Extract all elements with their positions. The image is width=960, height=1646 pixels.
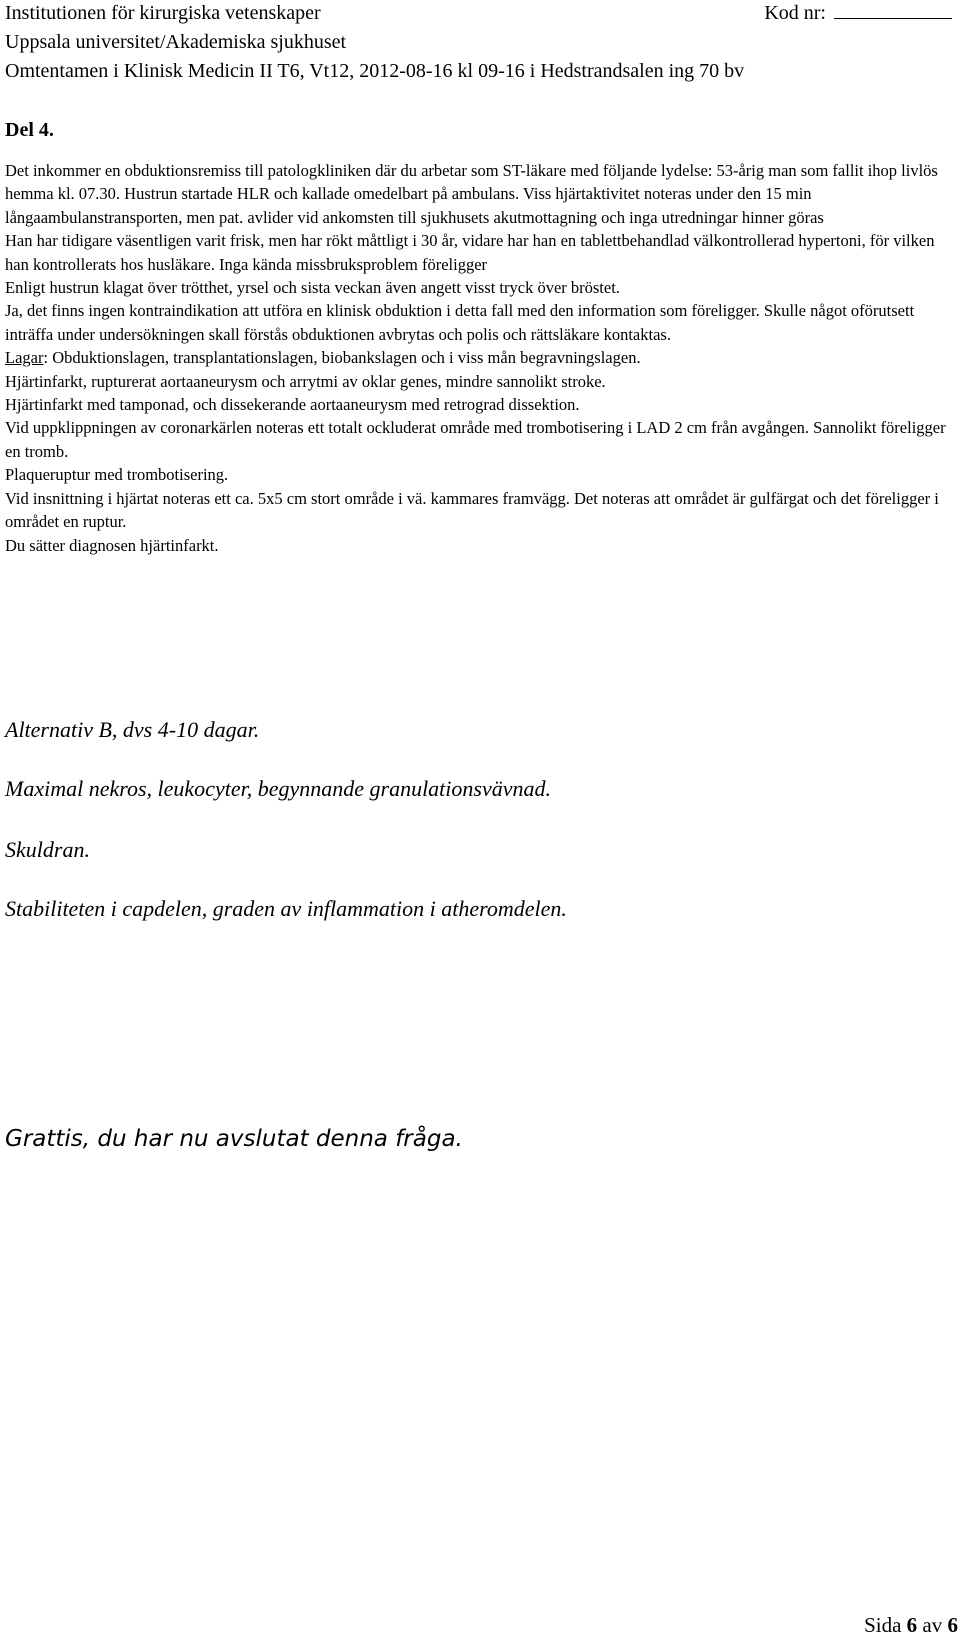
answer-1: Alternativ B, dvs 4-10 dagar.	[5, 717, 260, 742]
code-number-field	[764, 0, 952, 26]
case-paragraph-tamponade: Hjärtinfarkt med tamponad, och dissekerande aortaaneurysm med retrograd dissektion.	[5, 395, 580, 415]
page-footer	[864, 1612, 958, 1638]
case-text	[5, 159, 953, 557]
header-university: Uppsala universitet/Akademiska sjukhuset	[5, 31, 347, 53]
case-paragraph-referral: Det inkommer en obduktionsremiss till patologkliniken där du arbetar som ST-läkare med följande lydelse: 53-årig man som fallit ihop livlös hemma kl. 07.30. Hustrun startade HLR och kallade omedelbart på ambulans. Viss hjärtaktivitet noteras under den 15 min långaambulanstransporten, men pat. avlider vid ankomsten till sjukhusets akutmottagning och inga utredningar hinner göras	[5, 161, 938, 227]
page-of-label: av	[922, 1613, 943, 1637]
case-paragraph-differentials: Hjärtinfarkt, rupturerat aortaaneurysm och arrytmi av oklar genes, mindre sannolikt stroke.	[5, 371, 606, 391]
page-total: 6	[947, 1613, 958, 1637]
page-label: Sida	[864, 1613, 902, 1637]
closing-message: Grattis, du har nu avslutat denna fråga.	[5, 1126, 463, 1152]
case-paragraph-laws	[5, 346, 953, 369]
case-paragraph-symptoms: Enligt hustrun klagat över trötthet, yrsel och sista veckan även angett visst tryck över bröstet.	[5, 278, 620, 298]
case-paragraph-coronary-findings: Vid uppklippningen av coronarkärlen noteras ett totalt ockluderat område med trombotisering i LAD 2 cm från avgången. Sannolikt föreligger en tromb.	[5, 418, 946, 461]
answer-2: Maximal nekros, leukocyter, begynnande granulationsvävnad.	[5, 776, 551, 801]
answer-3: Skuldran.	[5, 837, 90, 862]
case-paragraph-history: Han har tidigare väsentligen varit frisk, men har rökt måttligt i 30 år, vidare har han en tablettbehandlad välkontrollerad hypertoni, för vilken han kontrollerats hos husläkare. Inga kända missbruksproblem föreligger	[5, 231, 935, 274]
case-paragraph-diagnosis: Du sätter diagnosen hjärtinfarkt.	[5, 535, 219, 555]
laws-label: Lagar	[5, 348, 44, 368]
case-paragraph-heart-incision: Vid insnittning i hjärtat noteras ett ca. 5x5 cm stort område i vä. kammares framvägg. Det noteras att området är gulfärgat och det föreligger i området en ruptur.	[5, 488, 939, 532]
code-number-label: Kod nr:	[764, 2, 826, 24]
case-paragraph-plaque-rupture: Plaqueruptur med trombotisering.	[5, 465, 229, 485]
laws-text: : Obduktionslagen, transplantationslagen, biobankslagen och i viss mån begravningslagen.	[43, 348, 641, 368]
page-number: 6	[906, 1613, 918, 1637]
header-institution: Institutionen för kirurgiska vetenskaper	[5, 2, 321, 24]
code-number-blank-line	[834, 0, 952, 19]
header-exam-title: Omtentamen i Klinisk Medicin II T6, Vt12, 2012-08-16 kl 09-16 i Hedstrandsalen ing 70 bv	[5, 60, 745, 82]
answer-4: Stabiliteten i capdelen, graden av inflammation i atheromdelen.	[5, 896, 567, 921]
case-paragraph-autopsy-indication: Ja, det finns ingen kontraindikation att utföra en klinisk obduktion i detta fall med den information som föreligger. Skulle något oförutsett inträffa under undersökningen skall förstås obduktionen avbrytas och polis och rättsläkare kontaktas.	[5, 301, 915, 344]
section-title: Del 4.	[5, 119, 54, 141]
